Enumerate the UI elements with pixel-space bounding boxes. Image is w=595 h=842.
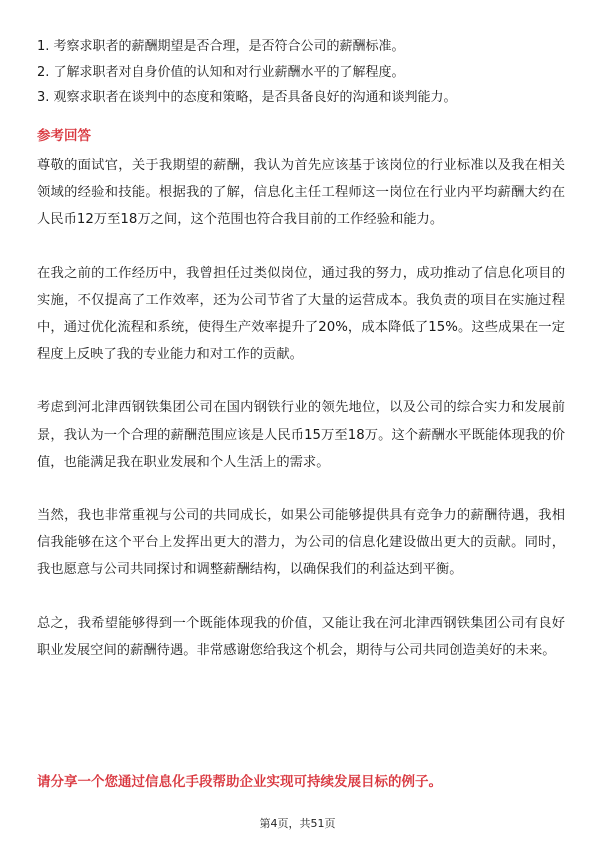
- answer-paragraph: 考虑到河北津西钢铁集团公司在国内钢铁行业的领先地位，以及公司的综合实力和发展前景，我认为一个合理的薪酬范围应该是人民币15万至18万。这个薪酬水平既能体现我的价值，也能满足我在职业发展和个人生活上的需求。: [37, 400, 565, 470]
- answer-paragraph: 当然，我也非常重视与公司的共同成长，如果公司能够提供具有竞争力的薪酬待遇，我相信我能够在这个平台上发挥出更大的潜力，为公司的信息化建设做出更大的贡献。同时，我也愿意与公司共同探讨和调整薪酬结构，以确保我们的利益达到平衡。: [37, 508, 565, 578]
- criteria-item: 1. 考察求职者的薪酬期望是否合理，是否符合公司的薪酬标准。: [37, 39, 405, 54]
- answer-paragraph: 总之，我希望能够得到一个既能体现我的价值，又能让我在河北津西钢铁集团公司有良好职业发展空间的薪酬待遇。非常感谢您给我这个机会，期待与公司共同创造美好的未来。: [37, 615, 565, 658]
- criteria-item: 2. 了解求职者对自身价值的认知和对行业薪酬水平的了解程度。: [37, 64, 405, 80]
- answer-paragraph: 尊敬的面试官，关于我期望的薪酬，我认为首先应该基于该岗位的行业标准以及我在相关领域的经验和技能。根据我的了解，信息化主任工程师这一岗位在行业内平均薪酬大约在人民币12万至18万之间，这个范围也符合我目前的工作经验和能力。: [37, 158, 565, 228]
- page-number: 第4页，共51页: [259, 817, 336, 830]
- answer-paragraph: 在我之前的工作经历中，我曾担任过类似岗位，通过我的努力，成功推动了信息化项目的实施，不仅提高了工作效率，还为公司节省了大量的运营成本。我负责的项目在实施过程中，通过优化流程和系统，使得生产效率提升了20%，成本降低了15%。这些成果在一定程度上反映了我的专业能力和对工作的贡献。: [37, 265, 565, 363]
- criteria-item: 3. 观察求职者在谈判中的态度和策略，是否具备良好的沟通和谈判能力。: [37, 90, 457, 105]
- reference-answer-heading: 参考回答: [37, 128, 91, 144]
- evaluation-criteria-list: [37, 34, 562, 111]
- next-question-heading: 请分享一个您通过信息化手段帮助企业实现可持续发展目标的例子。: [37, 774, 442, 790]
- reference-answer-body: [37, 152, 565, 690]
